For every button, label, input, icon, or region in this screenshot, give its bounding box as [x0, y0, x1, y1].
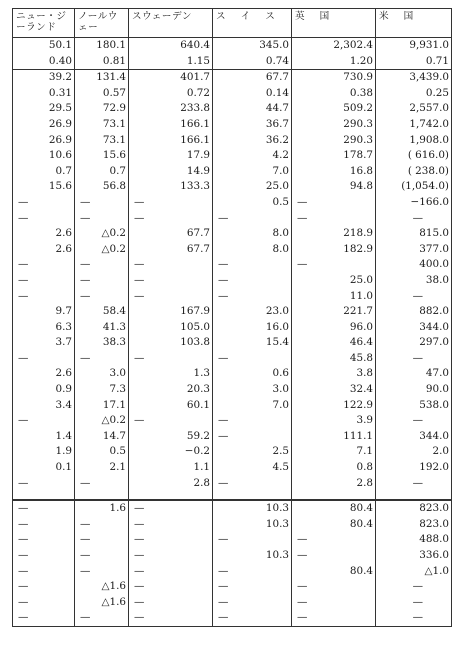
table-cell: ( 238.0) [376, 164, 452, 180]
table-cell: — [129, 289, 213, 305]
table-cell: 3.0 [213, 382, 292, 398]
table-row [13, 413, 452, 429]
table-cell: — [75, 610, 129, 626]
table-cell: △1.6 [75, 579, 129, 595]
table-row [13, 257, 452, 273]
table-row [13, 476, 452, 492]
table-cell: 7.0 [213, 164, 292, 180]
table-cell: 2.1 [75, 460, 129, 476]
table-cell: 17.1 [75, 398, 129, 414]
table-row [13, 579, 452, 595]
table-cell: 8.0 [213, 242, 292, 258]
table-cell: 180.1 [75, 38, 129, 54]
table-row [13, 211, 452, 227]
table-cell: — [13, 548, 75, 564]
table-cell: 2.5 [213, 444, 292, 460]
table-cell: 36.2 [213, 133, 292, 149]
table-cell: — [213, 289, 292, 305]
header-uk: 英 国 [292, 9, 376, 38]
table-cell: 0.40 [13, 54, 75, 70]
table-cell: 0.31 [13, 86, 75, 102]
table-row [13, 226, 452, 242]
table-row [13, 242, 452, 258]
table-cell: (1,054.0) [376, 179, 452, 195]
table-cell: — [13, 273, 75, 289]
table-cell: 4.5 [213, 460, 292, 476]
table-cell: — [213, 532, 292, 548]
header-usa: 米 国 [376, 9, 452, 38]
header-norway: ノールウェー [75, 9, 129, 38]
table-cell: 0.57 [75, 86, 129, 102]
table-cell: 10.3 [213, 517, 292, 533]
table-cell: △0.2 [75, 226, 129, 242]
table-cell: △1.6 [75, 595, 129, 611]
table-cell: 166.1 [129, 133, 213, 149]
table-cell: — [213, 476, 292, 492]
table-cell: — [129, 273, 213, 289]
table-row [13, 564, 452, 580]
table-cell: 60.1 [129, 398, 213, 414]
table-cell: 1,742.0 [376, 117, 452, 133]
table-cell: — [13, 610, 75, 626]
table-cell: — [213, 413, 292, 429]
table-cell: 0.7 [75, 164, 129, 180]
table-cell: — [213, 211, 292, 227]
table-row [13, 610, 452, 626]
table-cell: 46.4 [292, 335, 376, 351]
table-cell: △0.2 [75, 413, 129, 429]
table-cell: — [75, 564, 129, 580]
table-cell: — [13, 351, 75, 367]
table-cell: 2.8 [292, 476, 376, 492]
table-cell: 1.20 [292, 54, 376, 70]
table-row [13, 86, 452, 102]
table-cell: 9.7 [13, 304, 75, 320]
table-cell: — [129, 595, 213, 611]
table-cell: — [292, 548, 376, 564]
table-cell: — [75, 476, 129, 492]
table-cell: 233.8 [129, 101, 213, 117]
table-row [13, 532, 452, 548]
table-cell: — [376, 476, 452, 492]
table-cell: — [75, 351, 129, 367]
table-cell: 59.2 [129, 429, 213, 445]
table-cell: 0.8 [292, 460, 376, 476]
header-switzerland: ス イ ス [213, 9, 292, 38]
table-row [13, 304, 452, 320]
table-cell: 131.4 [75, 70, 129, 86]
table-cell: 7.1 [292, 444, 376, 460]
table-cell: 509.2 [292, 101, 376, 117]
table-cell: 29.5 [13, 101, 75, 117]
table-cell: 3,439.0 [376, 70, 452, 86]
table-cell: — [129, 351, 213, 367]
table-row [13, 289, 452, 305]
table-row [13, 444, 452, 460]
country-statistics-table [12, 8, 452, 627]
table-cell: 730.9 [292, 70, 376, 86]
table-cell: — [13, 564, 75, 580]
table-cell: — [75, 211, 129, 227]
table-cell: — [292, 595, 376, 611]
table-cell: 103.8 [129, 335, 213, 351]
table-cell: 96.0 [292, 320, 376, 336]
table-cell: — [13, 595, 75, 611]
table-cell: 67.7 [213, 70, 292, 86]
table-cell: 1.1 [129, 460, 213, 476]
table-cell: — [129, 532, 213, 548]
table-cell: 1.9 [13, 444, 75, 460]
table-cell: 67.7 [129, 242, 213, 258]
table-cell: 7.0 [213, 398, 292, 414]
table-cell: 400.0 [376, 257, 452, 273]
table-cell: 133.3 [129, 179, 213, 195]
table-row [13, 517, 452, 533]
table-cell: 166.1 [129, 117, 213, 133]
table-cell: 0.9 [13, 382, 75, 398]
table-cell: — [213, 564, 292, 580]
table-cell: 401.7 [129, 70, 213, 86]
table-cell: 80.4 [292, 564, 376, 580]
table-cell: — [129, 579, 213, 595]
table-cell: — [376, 211, 452, 227]
table-cell: 344.0 [376, 429, 452, 445]
table-cell: 50.1 [13, 38, 75, 54]
table-cell: 182.9 [292, 242, 376, 258]
table-cell: — [13, 257, 75, 273]
table-cell: 0.81 [75, 54, 129, 70]
table-cell: 290.3 [292, 117, 376, 133]
table-row [13, 366, 452, 382]
table-row [13, 595, 452, 611]
table-cell: 16.8 [292, 164, 376, 180]
table-cell: — [13, 476, 75, 492]
table-cell: 38.0 [376, 273, 452, 289]
table-cell: 336.0 [376, 548, 452, 564]
table-cell: 0.74 [213, 54, 292, 70]
table-cell: — [292, 610, 376, 626]
table-cell: 11.0 [292, 289, 376, 305]
table-cell: — [129, 548, 213, 564]
table-cell: 0.1 [13, 460, 75, 476]
table-cell: 90.0 [376, 382, 452, 398]
table-cell: — [129, 610, 213, 626]
table-cell: 2.6 [13, 242, 75, 258]
table-cell: 0.6 [213, 366, 292, 382]
table-cell: 538.0 [376, 398, 452, 414]
table-cell: 2.0 [376, 444, 452, 460]
table-cell: 94.8 [292, 179, 376, 195]
table-cell: — [213, 610, 292, 626]
table-cell: — [376, 595, 452, 611]
table-cell: — [376, 289, 452, 305]
table-cell: 2.6 [13, 366, 75, 382]
table-cell: 218.9 [292, 226, 376, 242]
table-cell: 73.1 [75, 133, 129, 149]
table-cell: 823.0 [376, 500, 452, 517]
table-cell: — [129, 500, 213, 517]
table-cell: — [13, 211, 75, 227]
table-cell: 111.1 [292, 429, 376, 445]
table-cell: 640.4 [129, 38, 213, 54]
table-cell: — [75, 532, 129, 548]
table-cell: 32.4 [292, 382, 376, 398]
table-cell: 41.3 [75, 320, 129, 336]
table-cell: 1.6 [75, 500, 129, 517]
header-new-zealand: ニュー・ジーランド [13, 9, 75, 38]
table-cell: 178.7 [292, 148, 376, 164]
table-cell: 882.0 [376, 304, 452, 320]
table-cell: 9,931.0 [376, 38, 452, 54]
table-cell: ( 616.0) [376, 148, 452, 164]
table-cell: 15.4 [213, 335, 292, 351]
table-cell: — [213, 351, 292, 367]
table-cell: — [292, 211, 376, 227]
table-row [13, 273, 452, 289]
table-cell: — [75, 273, 129, 289]
table-cell: 815.0 [376, 226, 452, 242]
table-cell: — [376, 579, 452, 595]
table-row [13, 195, 452, 211]
table-row [13, 320, 452, 336]
table-cell: 1,908.0 [376, 133, 452, 149]
table-cell: — [75, 195, 129, 211]
table-cell: 6.3 [13, 320, 75, 336]
table-cell: 4.2 [213, 148, 292, 164]
table-cell: — [376, 351, 452, 367]
table-cell: — [129, 517, 213, 533]
table-cell: — [75, 548, 129, 564]
table-cell: 47.0 [376, 366, 452, 382]
table-cell: 80.4 [292, 517, 376, 533]
table-cell: 2,302.4 [292, 38, 376, 54]
table-cell: — [13, 413, 75, 429]
section-gap [13, 491, 452, 500]
table-row [13, 460, 452, 476]
table-cell: 2.6 [13, 226, 75, 242]
table-cell: — [213, 257, 292, 273]
table-body [13, 38, 452, 627]
table-cell: 72.9 [75, 101, 129, 117]
table-cell: 3.4 [13, 398, 75, 414]
table-cell: 45.8 [292, 351, 376, 367]
table-row [13, 38, 452, 54]
table-cell: — [13, 532, 75, 548]
table-cell: 823.0 [376, 517, 452, 533]
table-cell: — [213, 273, 292, 289]
table-cell: — [13, 517, 75, 533]
table-cell: 3.0 [75, 366, 129, 382]
table-cell: 16.0 [213, 320, 292, 336]
table-cell: 10.3 [213, 548, 292, 564]
table-cell: 73.1 [75, 117, 129, 133]
table-cell: 1.15 [129, 54, 213, 70]
table-cell: 2,557.0 [376, 101, 452, 117]
table-cell: 105.0 [129, 320, 213, 336]
table-cell: 0.5 [75, 444, 129, 460]
table-row [13, 133, 452, 149]
table-cell: — [129, 413, 213, 429]
table-cell: 377.0 [376, 242, 452, 258]
table-cell: 1.4 [13, 429, 75, 445]
table-cell: 44.7 [213, 101, 292, 117]
table-header [13, 9, 452, 38]
table-cell: 36.7 [213, 117, 292, 133]
table-row [13, 101, 452, 117]
table-cell: — [13, 579, 75, 595]
table-cell: — [292, 532, 376, 548]
table-cell: — [13, 500, 75, 517]
table-cell: — [213, 579, 292, 595]
table-row [13, 70, 452, 86]
table-cell: 10.6 [13, 148, 75, 164]
table-cell: 167.9 [129, 304, 213, 320]
table-cell: 56.8 [75, 179, 129, 195]
table-cell: — [129, 211, 213, 227]
table-cell: 345.0 [213, 38, 292, 54]
table-row [13, 500, 452, 517]
table-row [13, 148, 452, 164]
table-row [13, 164, 452, 180]
table-cell: 25.0 [292, 273, 376, 289]
table-cell: 3.9 [292, 413, 376, 429]
table-cell: 297.0 [376, 335, 452, 351]
table-cell: 0.71 [376, 54, 452, 70]
table-cell: — [75, 289, 129, 305]
table-cell: 15.6 [13, 179, 75, 195]
table-cell: 0.25 [376, 86, 452, 102]
table-cell: 17.9 [129, 148, 213, 164]
table-row [13, 351, 452, 367]
table-row [13, 54, 452, 70]
table-cell: 26.9 [13, 133, 75, 149]
table-cell: — [13, 289, 75, 305]
table-cell: 38.3 [75, 335, 129, 351]
table-cell: −166.0 [376, 195, 452, 211]
table-row [13, 179, 452, 195]
table-cell: −0.2 [129, 444, 213, 460]
table-cell: 192.0 [376, 460, 452, 476]
table-cell: 0.38 [292, 86, 376, 102]
table-cell: — [129, 564, 213, 580]
table-cell: 67.7 [129, 226, 213, 242]
table-cell: 2.8 [129, 476, 213, 492]
table-cell: — [213, 429, 292, 445]
table-row [13, 548, 452, 564]
table-cell: 3.8 [292, 366, 376, 382]
table-cell: 122.9 [292, 398, 376, 414]
table-cell: — [292, 257, 376, 273]
header-sweden: スウェーデン [129, 9, 213, 38]
table-cell: △0.2 [75, 242, 129, 258]
table-cell: 20.3 [129, 382, 213, 398]
table-cell: 23.0 [213, 304, 292, 320]
table-cell: 10.3 [213, 500, 292, 517]
table-cell: — [376, 610, 452, 626]
table-cell: 14.9 [129, 164, 213, 180]
table-cell: — [292, 579, 376, 595]
table-cell: 0.72 [129, 86, 213, 102]
table-cell: — [129, 195, 213, 211]
table-row [13, 335, 452, 351]
table-cell: 26.9 [13, 117, 75, 133]
table-cell: 290.3 [292, 133, 376, 149]
table-cell: — [292, 195, 376, 211]
table-cell: 0.14 [213, 86, 292, 102]
table-cell: — [75, 257, 129, 273]
table-cell: △1.0 [376, 564, 452, 580]
table-row [13, 429, 452, 445]
table-cell: — [129, 257, 213, 273]
table-cell: 8.0 [213, 226, 292, 242]
table-cell: 15.6 [75, 148, 129, 164]
table-cell: — [75, 517, 129, 533]
table-cell: 488.0 [376, 532, 452, 548]
table-cell: 39.2 [13, 70, 75, 86]
table-cell: 221.7 [292, 304, 376, 320]
table-cell: 3.7 [13, 335, 75, 351]
table-cell: 25.0 [213, 179, 292, 195]
table-cell: 1.3 [129, 366, 213, 382]
table-cell: 0.7 [13, 164, 75, 180]
table-row [13, 117, 452, 133]
table-cell: 80.4 [292, 500, 376, 517]
table-cell: 7.3 [75, 382, 129, 398]
table-cell: 0.5 [213, 195, 292, 211]
table-cell: — [376, 413, 452, 429]
table-cell: 344.0 [376, 320, 452, 336]
table-cell: 14.7 [75, 429, 129, 445]
table-row [13, 382, 452, 398]
table-cell: — [213, 595, 292, 611]
table-cell: 58.4 [75, 304, 129, 320]
table-cell: — [13, 195, 75, 211]
table-row [13, 398, 452, 414]
